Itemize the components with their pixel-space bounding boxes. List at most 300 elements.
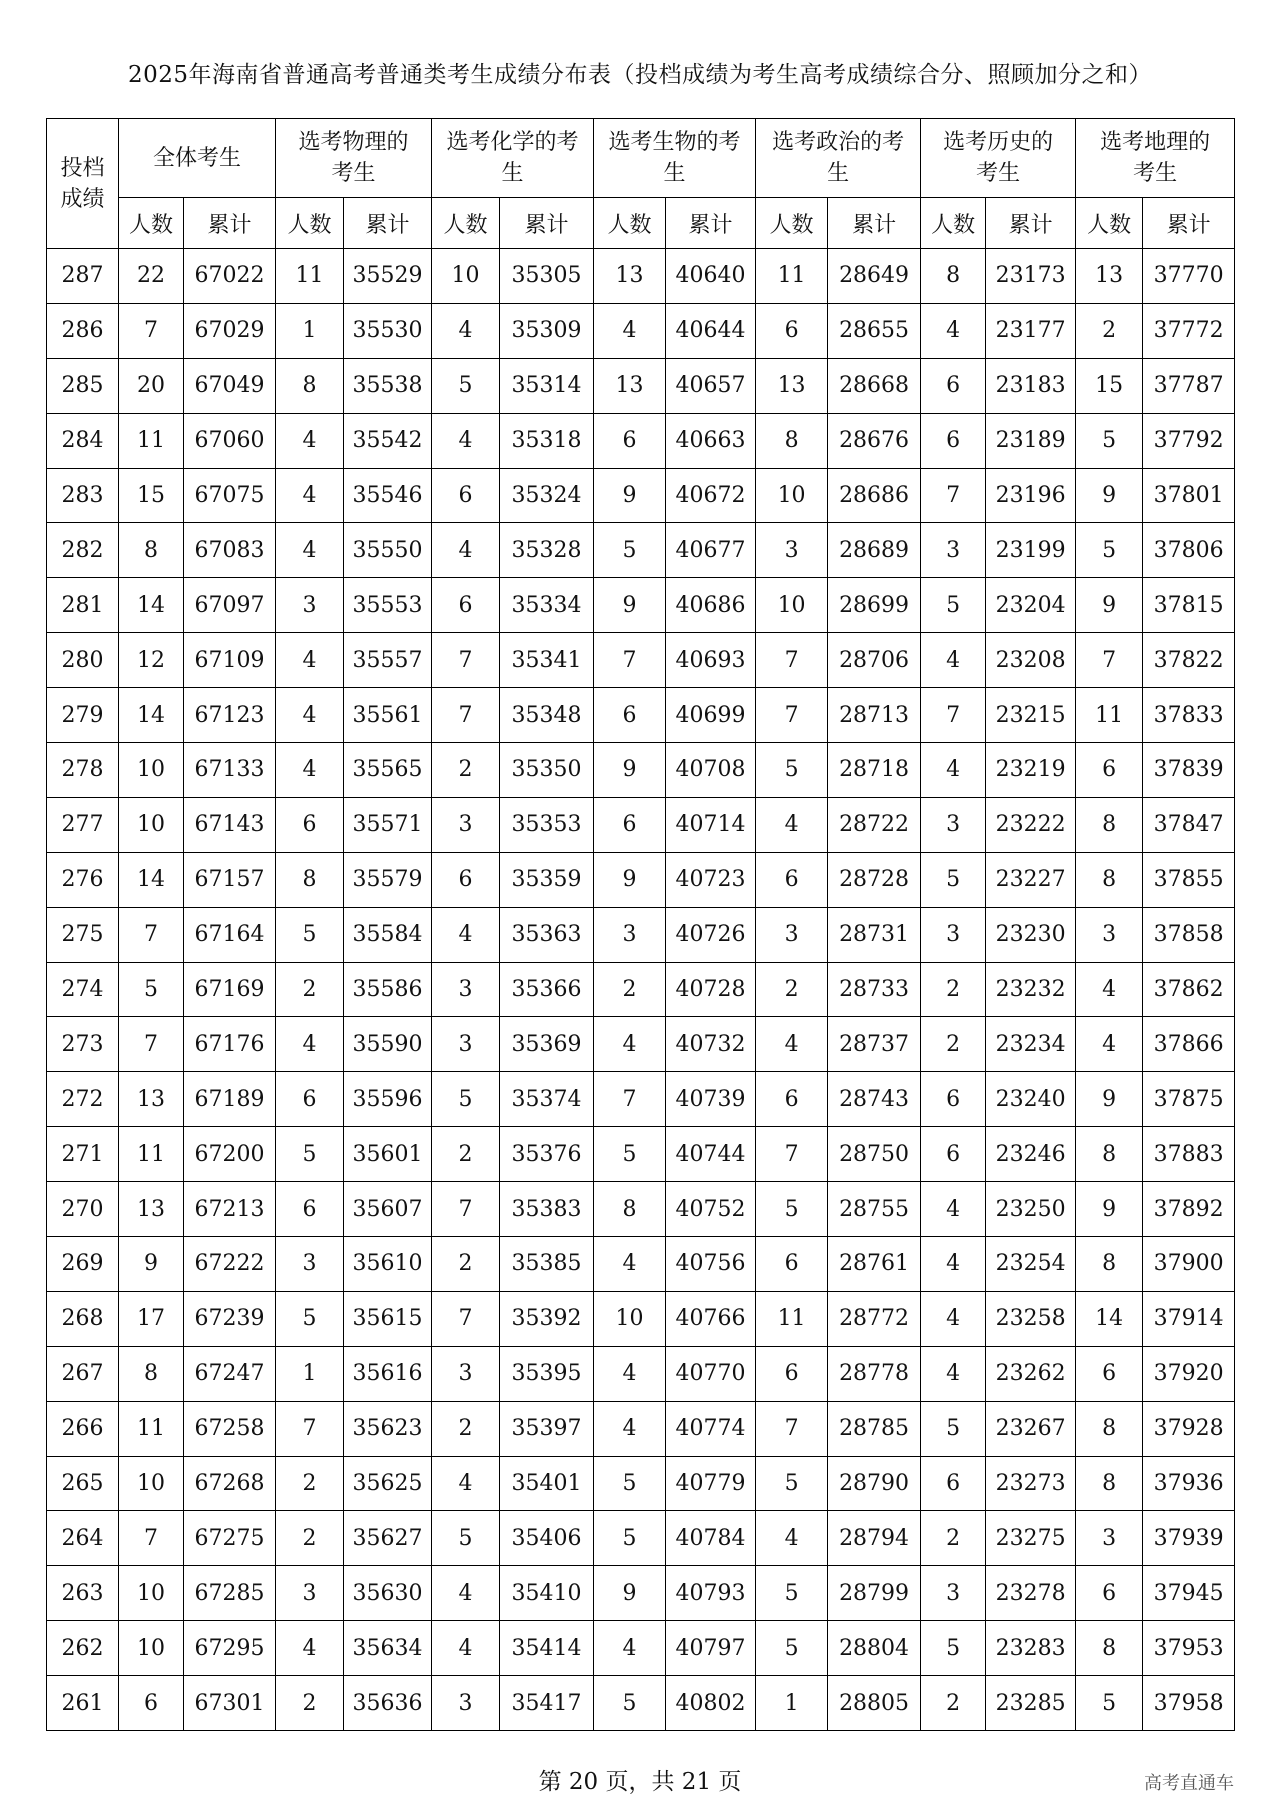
- cumulative-cell: 35627: [344, 1511, 432, 1566]
- cumulative-cell: 40793: [666, 1566, 756, 1621]
- count-cell: 5: [921, 1401, 986, 1456]
- count-cell: 6: [756, 1346, 828, 1401]
- cumulative-cell: 35363: [500, 907, 594, 962]
- count-cell: 7: [594, 633, 666, 688]
- count-cell: 4: [1076, 1017, 1143, 1072]
- cumulative-cell: 37920: [1143, 1346, 1235, 1401]
- score-cell: 286: [47, 303, 119, 358]
- cumulative-cell: 35550: [344, 523, 432, 578]
- score-column-header: 投档成绩: [47, 119, 119, 249]
- count-cell: 5: [432, 1511, 500, 1566]
- cumulative-cell: 28790: [828, 1456, 921, 1511]
- count-cell: 6: [276, 1072, 344, 1127]
- count-cell: 3: [594, 907, 666, 962]
- score-cell: 275: [47, 907, 119, 962]
- count-cell: 4: [756, 797, 828, 852]
- count-cell: 3: [921, 523, 986, 578]
- count-cell: 13: [756, 358, 828, 413]
- score-cell: 274: [47, 962, 119, 1017]
- count-cell: 4: [921, 303, 986, 358]
- count-cell: 6: [119, 1676, 184, 1731]
- count-cell: 4: [594, 1401, 666, 1456]
- count-cell: 4: [921, 1237, 986, 1292]
- count-cell: 2: [921, 1017, 986, 1072]
- cumulative-cell: 40732: [666, 1017, 756, 1072]
- count-cell: 4: [432, 1621, 500, 1676]
- count-cell: 4: [432, 523, 500, 578]
- count-cell: 5: [594, 1456, 666, 1511]
- cumulative-cell: 37855: [1143, 852, 1235, 907]
- cumulative-cell: 37792: [1143, 413, 1235, 468]
- table-row: [47, 962, 1235, 1017]
- cumulative-cell: 67060: [184, 413, 276, 468]
- score-cell: 271: [47, 1127, 119, 1182]
- count-cell: 4: [921, 1346, 986, 1401]
- watermark-text: 高考直通车: [1144, 1773, 1234, 1794]
- cumulative-cell: 37953: [1143, 1621, 1235, 1676]
- cumulative-cell: 23177: [986, 303, 1076, 358]
- cumulative-cell: 28713: [828, 688, 921, 743]
- cumulative-cell: 40663: [666, 413, 756, 468]
- count-cell: 4: [921, 1291, 986, 1346]
- cumulative-cell: 67083: [184, 523, 276, 578]
- count-cell: 3: [276, 1566, 344, 1621]
- cumulative-cell: 35305: [500, 249, 594, 304]
- count-cell: 9: [1076, 1072, 1143, 1127]
- table-row: [47, 523, 1235, 578]
- table-row: [47, 468, 1235, 523]
- score-distribution-table: [46, 118, 1235, 1731]
- cumulative-cell: 67176: [184, 1017, 276, 1072]
- cumulative-cell: 37939: [1143, 1511, 1235, 1566]
- count-cell: 7: [432, 688, 500, 743]
- cumulative-cell: 28649: [828, 249, 921, 304]
- count-cell: 2: [276, 962, 344, 1017]
- cumulative-cell: 35359: [500, 852, 594, 907]
- count-cell: 6: [276, 797, 344, 852]
- count-cell: 6: [756, 1237, 828, 1292]
- cumulative-cell: 23283: [986, 1621, 1076, 1676]
- cumulative-cell: 67301: [184, 1676, 276, 1731]
- count-cell: 4: [276, 1621, 344, 1676]
- count-cell: 7: [276, 1401, 344, 1456]
- cumulative-cell: 40657: [666, 358, 756, 413]
- score-cell: 264: [47, 1511, 119, 1566]
- count-cell: 7: [432, 1291, 500, 1346]
- cumulative-cell: 67157: [184, 852, 276, 907]
- table-row: [47, 1072, 1235, 1127]
- count-header: 人数: [276, 198, 344, 249]
- cumulative-cell: 40784: [666, 1511, 756, 1566]
- count-cell: 9: [594, 1566, 666, 1621]
- count-cell: 10: [594, 1291, 666, 1346]
- score-cell: 269: [47, 1237, 119, 1292]
- count-cell: 5: [756, 1621, 828, 1676]
- count-cell: 6: [921, 1127, 986, 1182]
- cumulative-cell: 23267: [986, 1401, 1076, 1456]
- cumulative-cell: 35401: [500, 1456, 594, 1511]
- cumulative-cell: 23250: [986, 1182, 1076, 1237]
- count-cell: 6: [921, 358, 986, 413]
- count-cell: 5: [921, 1621, 986, 1676]
- count-cell: 7: [594, 1072, 666, 1127]
- cumulative-header: 累计: [184, 198, 276, 249]
- cumulative-cell: 40723: [666, 852, 756, 907]
- cumulative-cell: 40797: [666, 1621, 756, 1676]
- cumulative-cell: 28785: [828, 1401, 921, 1456]
- count-cell: 6: [1076, 1346, 1143, 1401]
- table-row: [47, 1182, 1235, 1237]
- cumulative-cell: 35630: [344, 1566, 432, 1621]
- table-row: [47, 1291, 1235, 1346]
- cumulative-cell: 28750: [828, 1127, 921, 1182]
- cumulative-cell: 35615: [344, 1291, 432, 1346]
- cumulative-cell: 23183: [986, 358, 1076, 413]
- count-cell: 2: [1076, 303, 1143, 358]
- cumulative-cell: 35353: [500, 797, 594, 852]
- cumulative-cell: 35607: [344, 1182, 432, 1237]
- table-row: [47, 413, 1235, 468]
- count-cell: 8: [276, 852, 344, 907]
- cumulative-cell: 35538: [344, 358, 432, 413]
- cumulative-header: 累计: [986, 198, 1076, 249]
- cumulative-cell: 35318: [500, 413, 594, 468]
- cumulative-cell: 40693: [666, 633, 756, 688]
- count-cell: 4: [594, 1237, 666, 1292]
- cumulative-cell: 67222: [184, 1237, 276, 1292]
- count-cell: 4: [276, 523, 344, 578]
- count-cell: 11: [119, 1127, 184, 1182]
- count-cell: 5: [276, 1127, 344, 1182]
- count-cell: 4: [921, 633, 986, 688]
- table-row: [47, 1237, 1235, 1292]
- count-cell: 4: [432, 1456, 500, 1511]
- count-cell: 3: [921, 907, 986, 962]
- count-cell: 7: [756, 688, 828, 743]
- score-cell: 279: [47, 688, 119, 743]
- table-row: [47, 1346, 1235, 1401]
- cumulative-cell: 28728: [828, 852, 921, 907]
- score-cell: 263: [47, 1566, 119, 1621]
- cumulative-cell: 23189: [986, 413, 1076, 468]
- cumulative-cell: 40708: [666, 743, 756, 798]
- table-row: [47, 1676, 1235, 1731]
- table-row: [47, 249, 1235, 304]
- count-cell: 8: [276, 358, 344, 413]
- count-cell: 7: [119, 1511, 184, 1566]
- count-cell: 2: [432, 1401, 500, 1456]
- count-cell: 6: [594, 797, 666, 852]
- table-row: [47, 743, 1235, 798]
- cumulative-cell: 37833: [1143, 688, 1235, 743]
- count-cell: 2: [432, 743, 500, 798]
- cumulative-cell: 35392: [500, 1291, 594, 1346]
- score-cell: 268: [47, 1291, 119, 1346]
- count-cell: 4: [1076, 962, 1143, 1017]
- count-cell: 6: [432, 578, 500, 633]
- count-cell: 7: [756, 1127, 828, 1182]
- cumulative-cell: 28676: [828, 413, 921, 468]
- count-cell: 5: [756, 1566, 828, 1621]
- cumulative-cell: 28743: [828, 1072, 921, 1127]
- cumulative-cell: 35417: [500, 1676, 594, 1731]
- cumulative-cell: 23173: [986, 249, 1076, 304]
- cumulative-cell: 35328: [500, 523, 594, 578]
- cumulative-cell: 28733: [828, 962, 921, 1017]
- cumulative-cell: 23278: [986, 1566, 1076, 1621]
- count-cell: 3: [921, 797, 986, 852]
- cumulative-cell: 35634: [344, 1621, 432, 1676]
- count-cell: 3: [756, 523, 828, 578]
- count-cell: 4: [594, 1621, 666, 1676]
- cumulative-cell: 23232: [986, 962, 1076, 1017]
- count-cell: 8: [1076, 1456, 1143, 1511]
- cumulative-header: 累计: [666, 198, 756, 249]
- cumulative-header: 累计: [500, 198, 594, 249]
- count-cell: 3: [1076, 1511, 1143, 1566]
- cumulative-cell: 35625: [344, 1456, 432, 1511]
- count-cell: 6: [1076, 1566, 1143, 1621]
- cumulative-cell: 23215: [986, 688, 1076, 743]
- count-cell: 3: [432, 962, 500, 1017]
- cumulative-cell: 40726: [666, 907, 756, 962]
- count-cell: 2: [432, 1127, 500, 1182]
- cumulative-cell: 67268: [184, 1456, 276, 1511]
- count-cell: 13: [119, 1072, 184, 1127]
- table-row: [47, 1621, 1235, 1676]
- cumulative-cell: 35383: [500, 1182, 594, 1237]
- cumulative-cell: 40802: [666, 1676, 756, 1731]
- cumulative-cell: 35314: [500, 358, 594, 413]
- count-cell: 2: [276, 1676, 344, 1731]
- count-cell: 3: [1076, 907, 1143, 962]
- count-cell: 10: [756, 468, 828, 523]
- count-cell: 11: [1076, 688, 1143, 743]
- cumulative-cell: 37839: [1143, 743, 1235, 798]
- count-cell: 5: [594, 1127, 666, 1182]
- cumulative-cell: 28689: [828, 523, 921, 578]
- cumulative-cell: 28686: [828, 468, 921, 523]
- cumulative-cell: 37862: [1143, 962, 1235, 1017]
- count-cell: 5: [1076, 523, 1143, 578]
- group-header: 选考历史的考生: [921, 119, 1076, 198]
- count-cell: 8: [119, 1346, 184, 1401]
- count-cell: 13: [594, 358, 666, 413]
- cumulative-cell: 40699: [666, 688, 756, 743]
- cumulative-cell: 35616: [344, 1346, 432, 1401]
- cumulative-cell: 37770: [1143, 249, 1235, 304]
- count-cell: 4: [594, 303, 666, 358]
- score-cell: 266: [47, 1401, 119, 1456]
- score-cell: 265: [47, 1456, 119, 1511]
- table-row: [47, 797, 1235, 852]
- count-cell: 13: [594, 249, 666, 304]
- count-cell: 4: [432, 413, 500, 468]
- cumulative-cell: 23262: [986, 1346, 1076, 1401]
- count-cell: 3: [432, 1017, 500, 1072]
- cumulative-cell: 37806: [1143, 523, 1235, 578]
- count-cell: 3: [756, 907, 828, 962]
- cumulative-cell: 37858: [1143, 907, 1235, 962]
- cumulative-header: 累计: [1143, 198, 1235, 249]
- cumulative-cell: 40779: [666, 1456, 756, 1511]
- count-cell: 5: [432, 1072, 500, 1127]
- count-cell: 4: [432, 1566, 500, 1621]
- count-header: 人数: [119, 198, 184, 249]
- cumulative-cell: 23275: [986, 1511, 1076, 1566]
- cumulative-cell: 23196: [986, 468, 1076, 523]
- cumulative-cell: 23219: [986, 743, 1076, 798]
- count-cell: 9: [594, 743, 666, 798]
- count-cell: 7: [119, 907, 184, 962]
- cumulative-cell: 35348: [500, 688, 594, 743]
- count-cell: 4: [594, 1017, 666, 1072]
- count-cell: 5: [594, 1511, 666, 1566]
- count-cell: 6: [921, 1072, 986, 1127]
- cumulative-cell: 40677: [666, 523, 756, 578]
- table-row: [47, 633, 1235, 688]
- cumulative-cell: 28755: [828, 1182, 921, 1237]
- count-cell: 2: [756, 962, 828, 1017]
- cumulative-cell: 28761: [828, 1237, 921, 1292]
- count-cell: 14: [119, 578, 184, 633]
- score-cell: 270: [47, 1182, 119, 1237]
- cumulative-cell: 37958: [1143, 1676, 1235, 1731]
- cumulative-cell: 35542: [344, 413, 432, 468]
- count-cell: 7: [756, 1401, 828, 1456]
- count-cell: 7: [432, 1182, 500, 1237]
- cumulative-cell: 67213: [184, 1182, 276, 1237]
- cumulative-cell: 35309: [500, 303, 594, 358]
- count-cell: 4: [756, 1511, 828, 1566]
- group-header: 选考物理的考生: [276, 119, 432, 198]
- count-cell: 8: [921, 249, 986, 304]
- cumulative-cell: 40714: [666, 797, 756, 852]
- count-cell: 14: [119, 852, 184, 907]
- count-cell: 5: [1076, 1676, 1143, 1731]
- cumulative-cell: 40770: [666, 1346, 756, 1401]
- cumulative-cell: 23258: [986, 1291, 1076, 1346]
- cumulative-cell: 28699: [828, 578, 921, 633]
- cumulative-cell: 40686: [666, 578, 756, 633]
- count-cell: 8: [594, 1182, 666, 1237]
- cumulative-cell: 28718: [828, 743, 921, 798]
- cumulative-cell: 35366: [500, 962, 594, 1017]
- cumulative-cell: 35565: [344, 743, 432, 798]
- count-cell: 5: [432, 358, 500, 413]
- count-cell: 2: [921, 1676, 986, 1731]
- cumulative-header: 累计: [344, 198, 432, 249]
- count-cell: 12: [119, 633, 184, 688]
- count-cell: 7: [119, 1017, 184, 1072]
- cumulative-cell: 28772: [828, 1291, 921, 1346]
- count-cell: 7: [756, 633, 828, 688]
- count-cell: 5: [756, 1182, 828, 1237]
- cumulative-cell: 28706: [828, 633, 921, 688]
- count-cell: 5: [921, 578, 986, 633]
- count-cell: 6: [1076, 743, 1143, 798]
- count-cell: 3: [276, 1237, 344, 1292]
- score-cell: 261: [47, 1676, 119, 1731]
- cumulative-cell: 35350: [500, 743, 594, 798]
- table-row: [47, 358, 1235, 413]
- count-cell: 8: [1076, 852, 1143, 907]
- group-header: 选考政治的考生: [756, 119, 921, 198]
- cumulative-cell: 37787: [1143, 358, 1235, 413]
- cumulative-cell: 35341: [500, 633, 594, 688]
- group-header: 全体考生: [119, 119, 276, 198]
- cumulative-cell: 28731: [828, 907, 921, 962]
- count-cell: 9: [1076, 1182, 1143, 1237]
- score-cell: 272: [47, 1072, 119, 1127]
- page-footer: 第 20 页，共 21 页: [538, 1769, 742, 1795]
- group-header: 选考地理的考生: [1076, 119, 1235, 198]
- cumulative-cell: 67200: [184, 1127, 276, 1182]
- count-cell: 10: [119, 1566, 184, 1621]
- count-cell: 11: [756, 1291, 828, 1346]
- cumulative-cell: 35395: [500, 1346, 594, 1401]
- cumulative-cell: 28722: [828, 797, 921, 852]
- cumulative-cell: 35397: [500, 1401, 594, 1456]
- count-header: 人数: [1076, 198, 1143, 249]
- count-cell: 6: [594, 413, 666, 468]
- cumulative-header: 累计: [828, 198, 921, 249]
- cumulative-cell: 35586: [344, 962, 432, 1017]
- score-cell: 276: [47, 852, 119, 907]
- cumulative-cell: 67169: [184, 962, 276, 1017]
- cumulative-cell: 67022: [184, 249, 276, 304]
- count-cell: 8: [756, 413, 828, 468]
- count-cell: 6: [276, 1182, 344, 1237]
- cumulative-cell: 35369: [500, 1017, 594, 1072]
- count-cell: 10: [119, 743, 184, 798]
- cumulative-cell: 23240: [986, 1072, 1076, 1127]
- count-cell: 15: [119, 468, 184, 523]
- count-cell: 3: [432, 1676, 500, 1731]
- count-cell: 3: [921, 1566, 986, 1621]
- cumulative-cell: 23234: [986, 1017, 1076, 1072]
- page-title: 2025年海南省普通高考普通类考生成绩分布表（投档成绩为考生高考成绩综合分、照顾加分之和）: [127, 62, 1153, 88]
- cumulative-cell: 23208: [986, 633, 1076, 688]
- cumulative-cell: 35414: [500, 1621, 594, 1676]
- count-cell: 5: [594, 1676, 666, 1731]
- cumulative-cell: 40672: [666, 468, 756, 523]
- cumulative-cell: 37772: [1143, 303, 1235, 358]
- cumulative-cell: 37892: [1143, 1182, 1235, 1237]
- count-cell: 5: [756, 1456, 828, 1511]
- count-cell: 7: [432, 633, 500, 688]
- count-cell: 10: [119, 1621, 184, 1676]
- count-cell: 2: [276, 1511, 344, 1566]
- cumulative-cell: 35410: [500, 1566, 594, 1621]
- count-cell: 7: [921, 688, 986, 743]
- cumulative-cell: 67029: [184, 303, 276, 358]
- cumulative-cell: 35324: [500, 468, 594, 523]
- count-cell: 10: [432, 249, 500, 304]
- cumulative-cell: 35406: [500, 1511, 594, 1566]
- count-cell: 5: [119, 962, 184, 1017]
- count-cell: 4: [756, 1017, 828, 1072]
- cumulative-cell: 37875: [1143, 1072, 1235, 1127]
- cumulative-cell: 28799: [828, 1566, 921, 1621]
- count-cell: 13: [119, 1182, 184, 1237]
- count-cell: 11: [119, 413, 184, 468]
- table-row: [47, 1401, 1235, 1456]
- cumulative-cell: 67049: [184, 358, 276, 413]
- count-cell: 8: [1076, 1237, 1143, 1292]
- count-cell: 4: [432, 907, 500, 962]
- count-cell: 2: [921, 962, 986, 1017]
